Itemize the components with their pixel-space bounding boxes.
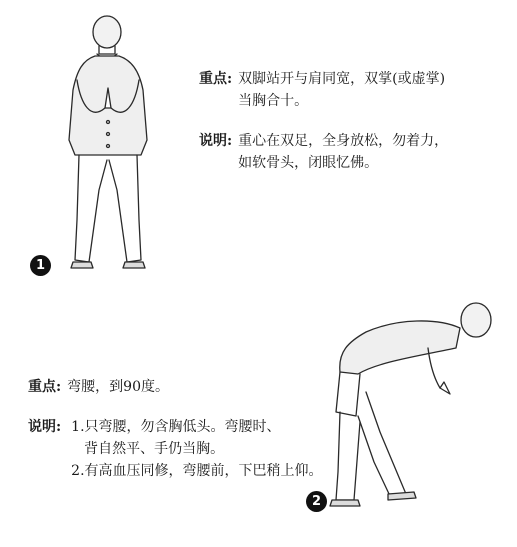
step-2-key-label: 重点: <box>28 379 62 395</box>
step-1-key-row <box>199 68 448 112</box>
step-1-key-text <box>238 68 445 112</box>
standing-figure-illustration <box>55 10 165 275</box>
step-2-key-row <box>28 376 323 398</box>
step-1-badge: 1 <box>30 255 51 276</box>
step-1-note-line-1: 重心在双足，全身放松，勿着力， <box>238 133 449 149</box>
step-1-key-label: 重点: <box>199 71 233 87</box>
standing-figure-svg <box>55 10 165 275</box>
step-2-badge: 2 <box>306 491 327 512</box>
step-2-text <box>28 376 323 482</box>
step-1-key-line-1: 双脚站开与肩同宽，双掌(或虚掌) <box>238 71 446 87</box>
step-1-note-label: 说明: <box>199 133 233 149</box>
step-2-note-line-1: 1.只弯腰，勿含胸低头。弯腰时、 <box>71 419 281 435</box>
step-2-key-text: 弯腰，到90度。 <box>67 379 169 395</box>
step-2-note-line-2: 背自然平、手仍当胸。 <box>84 441 225 457</box>
step-2-note-label: 说明: <box>28 419 62 435</box>
step-2-note-row <box>28 416 323 482</box>
step-1-text <box>199 68 448 174</box>
step-2-note-text <box>71 416 322 482</box>
bowing-figure-illustration <box>318 292 503 512</box>
step-1-note-text <box>238 130 448 174</box>
step-1-note-line-2: 如软骨头，闭眼忆佛。 <box>238 155 379 171</box>
bowing-figure-svg <box>318 292 503 512</box>
step-2-note-line-3: 2.有高血压同修，弯腰前，下巴稍上仰。 <box>71 463 323 479</box>
step-1-note-row <box>199 130 448 174</box>
step-1-key-line-2: 当胸合十。 <box>238 93 309 109</box>
